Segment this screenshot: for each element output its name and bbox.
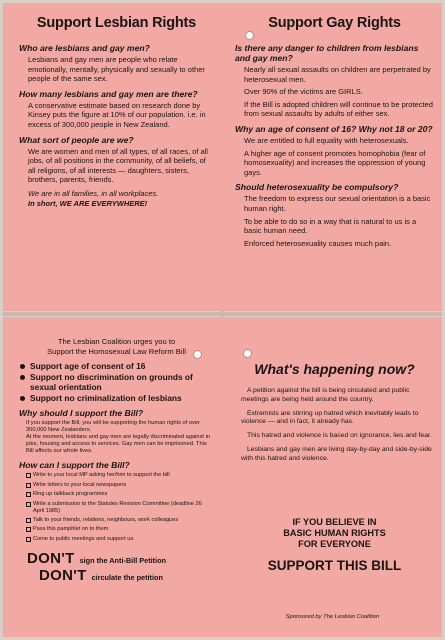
answer: The freedom to express our sexual orientation is a basic human right. xyxy=(244,194,431,213)
paragraph: This hatred and violence is based on ignorance, lies and fear. xyxy=(247,432,432,440)
list-item: Talk to your friends, relations, neighbours, work colleagues xyxy=(19,517,214,524)
dont-text: sign the Anti-Bill Petition xyxy=(79,555,167,565)
dont-word: DON'T xyxy=(39,566,87,584)
sponsor-credit: Sponsored by The Lesbian Coalition xyxy=(285,614,380,620)
support-this-bill: SUPPORT THIS BILL xyxy=(267,557,402,573)
panel-gay-rights xyxy=(223,3,442,311)
list-item: Ring up talkback programmes xyxy=(19,491,214,498)
list-item: Write letters to your local newspapers xyxy=(19,482,214,489)
answer: A conservative estimate based on research done by Kinsey puts the figure at 10% of our population. i.e. in excess of 300,000 people in New Zealand. xyxy=(28,100,206,129)
intro-line: The Lesbian Coalition urges you to xyxy=(57,337,176,346)
panel-whats-happening xyxy=(223,317,442,637)
answer: At the moment, lesbians and gay men are legally discriminated against in jobs, housing and access to services. Gay men can be imprisoned. This Bill affects our whole lives. xyxy=(26,434,210,455)
dont-sign-line xyxy=(27,550,214,567)
list-item: Support no criminalization of lesbians xyxy=(19,393,214,404)
question: What sort of people are we? xyxy=(19,134,134,145)
panel-title: What's happening now? xyxy=(254,361,415,377)
staple-hole xyxy=(193,350,202,359)
panel-lesbian-rights xyxy=(3,3,223,311)
answer: Enforced heterosexuality causes much pain. xyxy=(244,238,392,248)
list-item: Support no discrimination on grounds of sexual orientation xyxy=(19,372,214,393)
list-item: Come to public meetings and support us. xyxy=(19,536,214,543)
dont-word: DON'T xyxy=(27,549,75,567)
call-to-action xyxy=(235,517,434,550)
question: How many lesbians and gay men are there? xyxy=(19,88,198,99)
answer: To be able to do so in a way that is natural to us is a basic human need. xyxy=(244,216,417,236)
answer: Over 90% of the victims are GIRLS. xyxy=(244,87,363,97)
staple-hole xyxy=(245,31,254,40)
staple-hole xyxy=(243,349,252,358)
answer: If the Bill is adopted children will continue to be protected from sexual assaults by adults of either sex. xyxy=(244,99,433,119)
list-item: Write a submission to the Statutes Revision Committee (deadline 26 April 1985) xyxy=(19,501,214,515)
intro-line: Support the Homosexual Law Reform Bill xyxy=(47,347,186,356)
support-list xyxy=(19,361,214,403)
panel-title: Support Lesbian Rights xyxy=(36,15,197,31)
paragraph: Extremists are stirring up hatred which inevitably leads to violence — and in fact, it already has. xyxy=(241,409,419,426)
answer: If you support the Bill, you will be supporting the human rights of over 300,000 New Zealanders. xyxy=(26,420,200,434)
dont-circulate-line xyxy=(39,567,214,584)
cta-line: FOR EVERYONE xyxy=(298,538,371,549)
paragraph: Lesbians and gay men are living day-by-day and side-by-side with this hatred and violence. xyxy=(241,445,432,462)
answer: Lesbians and gay men are people who relate emotionally, mentally, physically and sexually to other people of the same sex. xyxy=(28,55,205,84)
answer: Nearly all sexual assaults on children are perpetrated by heterosexual men. xyxy=(244,65,431,84)
answer: We are entitled to full equality with heterosexuals. xyxy=(244,135,409,145)
answer: A higher age of consent promotes homophobia (fear of homosexuality) and increases the oppression of young gays. xyxy=(244,148,426,177)
question: Why should I support the Bill? xyxy=(19,408,144,418)
panel-title: Support Gay Rights xyxy=(268,15,401,31)
question: Why an age of consent of 16? Why not 18 or 20? xyxy=(235,123,433,134)
action-checklist xyxy=(19,472,214,542)
question: How can I support the Bill? xyxy=(19,460,130,471)
cta-line: IF YOU BELIEVE IN xyxy=(292,516,377,527)
panel-lesbian-coalition xyxy=(3,317,223,637)
cta-line: BASIC HUMAN RIGHTS xyxy=(283,527,386,538)
closing-line: We are in all families, in all workplaces. xyxy=(28,188,159,198)
question: Should heterosexuality be compulsory? xyxy=(235,182,399,193)
list-item: Pass this pamphlet on to them xyxy=(19,526,214,533)
intro-text xyxy=(19,337,214,357)
dont-text: circulate the petition xyxy=(91,572,163,582)
closing-slogan: In short, WE ARE EVERYWHERE! xyxy=(28,198,148,208)
question: Is there any danger to children from lesbians and gay men? xyxy=(235,43,419,63)
fold-line-horizontal xyxy=(3,312,442,316)
paragraph: A petition against the bill is being circulated and public meetings are being held around the country. xyxy=(241,387,410,403)
list-item: Write to your local MP asking her/him to support the bill xyxy=(19,472,214,479)
question: Who are lesbians and gay men? xyxy=(19,43,150,53)
answer: We are women and men of all types, of all races, of all jobs, of all positions in the community, of all beliefs, of all religions, of all interests — daughters, sisters, brothers, parents, friends. xyxy=(28,146,208,185)
list-item: Support age of consent of 16 xyxy=(19,361,214,372)
